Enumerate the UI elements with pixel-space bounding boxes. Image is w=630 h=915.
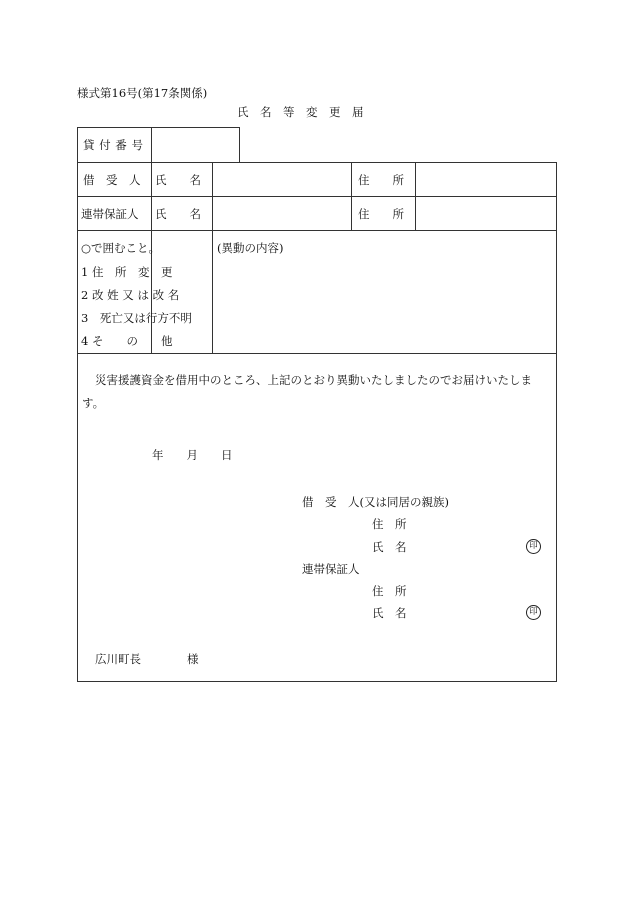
borrower-name-field[interactable] xyxy=(213,163,350,195)
loan-number-field[interactable] xyxy=(152,128,238,161)
form-title: 氏 名 等 変 更 届 xyxy=(237,105,364,119)
loan-box-right-border xyxy=(239,127,240,162)
guarantor-address-label: 住 所 xyxy=(358,207,404,221)
guarantor-seal-icon: 印 xyxy=(526,605,541,620)
date-line: 年 月 日 xyxy=(152,448,233,462)
borrower-address-field[interactable] xyxy=(416,163,555,195)
loan-number-label: 貸 付 番 号 xyxy=(83,138,144,152)
signer-guarantor-name-label: 氏 名 xyxy=(372,606,407,620)
change-content-field[interactable] xyxy=(214,258,554,350)
borrower-seal-icon: 印 xyxy=(526,539,541,554)
col-divider-address xyxy=(351,162,352,230)
options-instruction: ○で囲むこと。 xyxy=(81,241,161,255)
row-line-3 xyxy=(77,353,557,354)
signer-borrower-label: 借 受 人(又は同居の親族) xyxy=(302,495,449,509)
option-name-change[interactable]: 2 改 姓 又 は 改 名 xyxy=(81,288,180,302)
addressee: 広川町長 様 xyxy=(95,652,199,666)
guarantor-address-field[interactable] xyxy=(416,197,555,229)
signer-guarantor-label: 連帯保証人 xyxy=(302,562,360,576)
outer-right-border xyxy=(556,162,557,682)
signer-guarantor-address-label: 住 所 xyxy=(372,584,407,598)
row-line-2 xyxy=(77,230,557,231)
option-address-change[interactable]: 1 住 所 変 更 xyxy=(81,265,173,279)
guarantor-role-label: 連帯保証人 xyxy=(81,207,139,221)
guarantor-name-label: 氏 名 xyxy=(155,207,201,221)
statement-line-1: 災害援護資金を借用中のところ、上記のとおり異動いたしましたのでお届けいたしま xyxy=(95,373,532,387)
borrower-name-label: 氏 名 xyxy=(155,173,201,187)
statement-line-2: す。 xyxy=(82,396,105,410)
signer-borrower-address-label: 住 所 xyxy=(372,517,407,531)
option-other[interactable]: 4 そ の 他 xyxy=(81,334,173,348)
outer-bottom-border xyxy=(77,681,557,682)
borrower-role-label: 借 受 人 xyxy=(83,173,141,187)
signer-borrower-name-label: 氏 名 xyxy=(372,540,407,554)
outer-left-border xyxy=(77,127,78,682)
change-content-label: (異動の内容) xyxy=(217,241,284,255)
borrower-address-label: 住 所 xyxy=(358,173,404,187)
form-number: 様式第16号(第17条関係) xyxy=(77,86,208,100)
guarantor-name-field[interactable] xyxy=(213,197,350,229)
option-death-missing[interactable]: 3 死亡又は行方不明 xyxy=(81,311,192,325)
